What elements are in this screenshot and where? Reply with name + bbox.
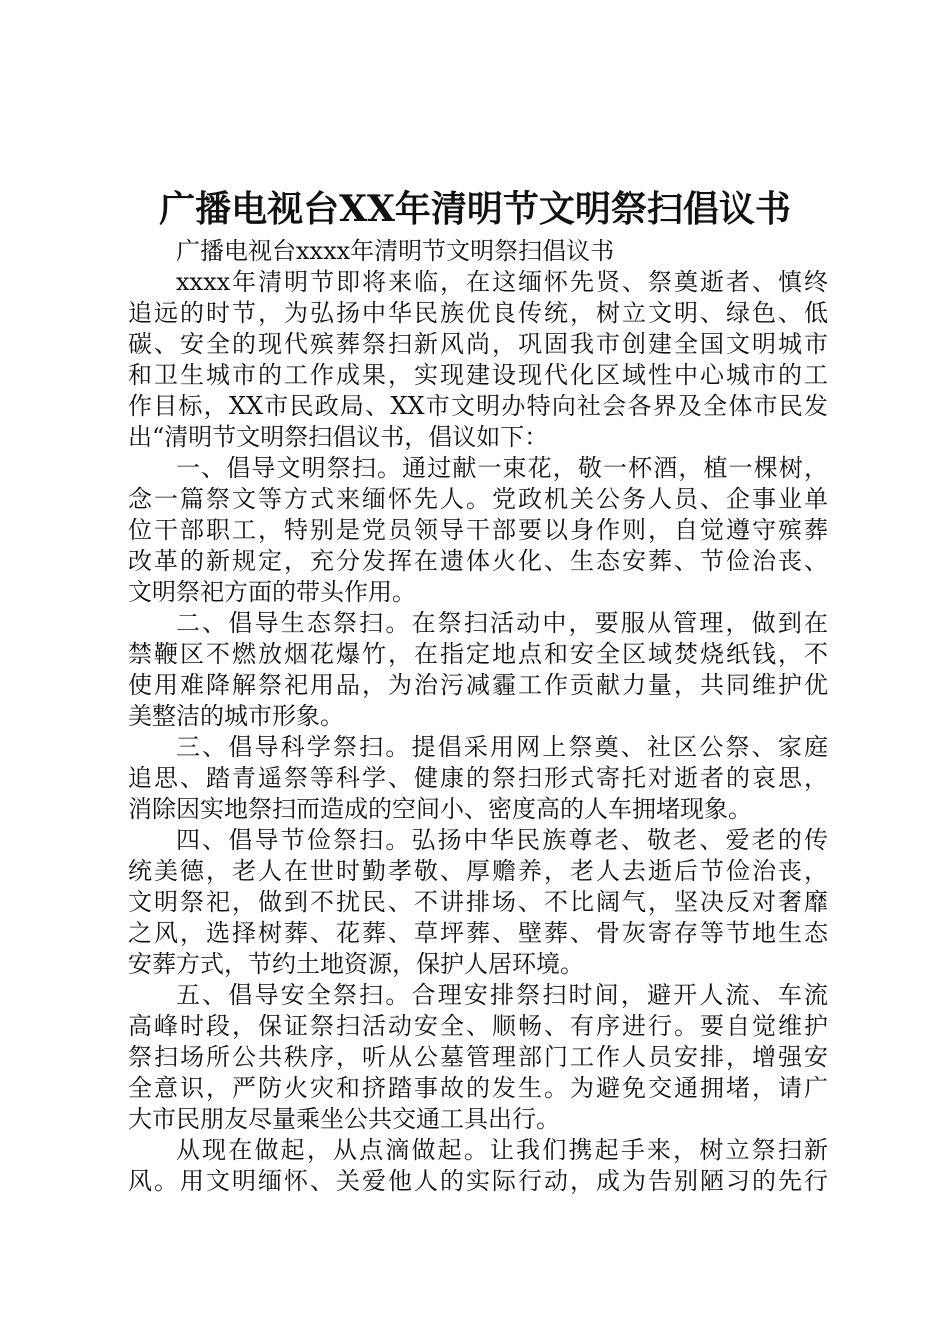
text-line: 统美德，老人在世时勤孝敬、厚赡养，老人去逝后节俭治丧， — [128, 857, 828, 885]
text-line: 从现在做起，从点滴做起。让我们携起手来，树立祭扫新 — [176, 1136, 828, 1164]
text-line: 高峰时段，保证祭扫活动安全、顺畅、有序进行。要自觉维护 — [128, 1012, 828, 1040]
text-line: 追思、踏青遥祭等科学、健康的祭扫形式寄托对逝者的哀思， — [128, 764, 828, 792]
text-line: xxxx年清明节即将来临，在这缅怀先贤、祭奠逝者、慎终 — [176, 268, 828, 296]
text-line: 消除因实地祭扫而造成的空间小、密度高的人车拥堵现象。 — [128, 795, 752, 823]
text-line: 大市民朋友尽量乘坐公共交通工具出行。 — [128, 1105, 560, 1133]
text-line: 碳、安全的现代殡葬祭扫新风尚，巩固我市创建全国文明城市 — [128, 330, 828, 358]
text-line: 念一篇祭文等方式来缅怀先人。党政机关公务人员、企事业单 — [128, 485, 828, 513]
text-line: 文明祭祀，做到不扰民、不讲排场、不比阔气，坚决反对奢靡 — [128, 888, 828, 916]
text-line: 美整洁的城市形象。 — [128, 702, 344, 730]
text-line: 出“清明节文明祭扫倡议书，倡议如下： — [128, 423, 549, 451]
text-line: 四、倡导节俭祭扫。弘扬中华民族尊老、敬老、爱老的传 — [176, 826, 828, 854]
text-line: 风。用文明缅怀、关爱他人的实际行动，成为告别陋习的先行 — [128, 1167, 828, 1195]
text-line: 广播电视台xxxx年清明节文明祭扫倡议书 — [176, 237, 615, 265]
text-line: 和卫生城市的工作成果，实现建设现代化区域性中心城市的工 — [128, 361, 828, 389]
text-line: 作目标，XX市民政局、XX市文明办特向社会各界及全体市民发 — [128, 392, 828, 420]
text-line: 安葬方式，节约土地资源，保护人居环境。 — [128, 950, 584, 978]
document-body — [128, 236, 828, 1197]
document-title: 广播电视台XX年清明节文明祭扫倡议书 — [159, 188, 791, 230]
text-line: 一、倡导文明祭扫。通过献一束花，敬一杯酒，植一棵树， — [176, 454, 828, 482]
text-line: 追远的时节，为弘扬中华民族优良传统，树立文明、绿色、低 — [128, 299, 828, 327]
text-line: 位干部职工，特别是党员领导干部要以身作则，自觉遵守殡葬 — [128, 516, 828, 544]
text-line: 之风，选择树葬、花葬、草坪葬、壁葬、骨灰寄存等节地生态 — [128, 919, 828, 947]
text-line: 五、倡导安全祭扫。合理安排祭扫时间，避开人流、车流 — [176, 981, 828, 1009]
text-line: 使用难降解祭祀用品，为治污减霾工作贡献力量，共同维护优 — [128, 671, 828, 699]
text-line: 祭扫场所公共秩序，听从公墓管理部门工作人员安排，增强安 — [128, 1043, 828, 1071]
text-line: 改革的新规定，充分发挥在遗体火化、生态安葬、节俭治丧、 — [128, 547, 828, 575]
text-line: 禁鞭区不燃放烟花爆竹，在指定地点和安全区域焚烧纸钱，不 — [128, 640, 828, 668]
text-line: 三、倡导科学祭扫。提倡采用网上祭奠、社区公祭、家庭 — [176, 733, 828, 761]
text-line: 全意识，严防火灾和挤踏事故的发生。为避免交通拥堵，请广 — [128, 1074, 828, 1102]
text-line: 二、倡导生态祭扫。在祭扫活动中，要服从管理，做到在 — [176, 609, 828, 637]
text-line: 文明祭祀方面的带头作用。 — [128, 578, 416, 606]
